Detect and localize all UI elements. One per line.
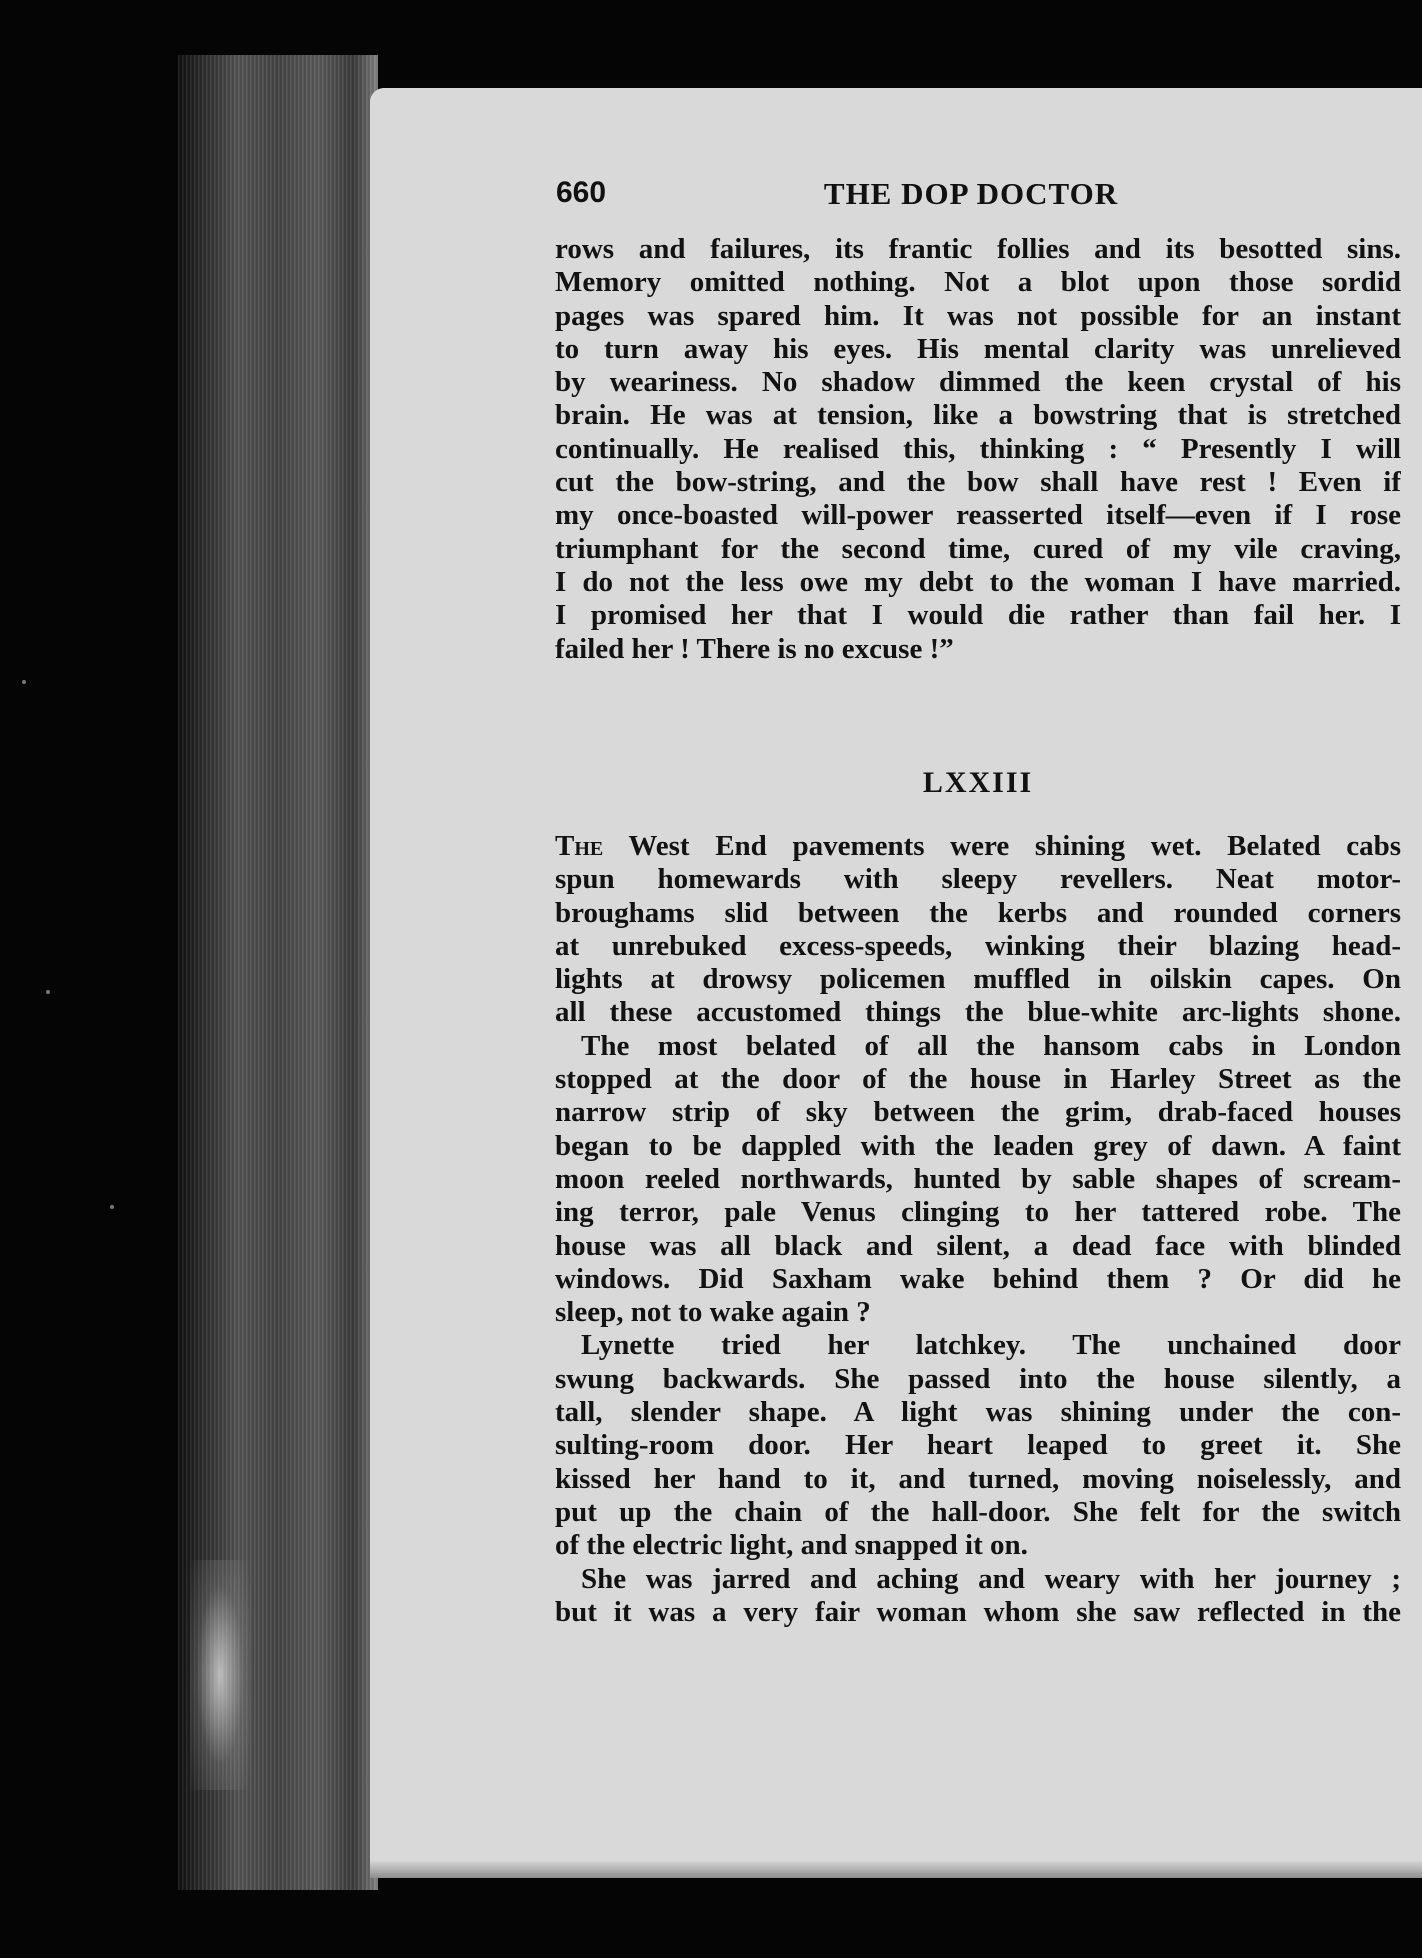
dust-speck — [110, 1205, 114, 1209]
page-number: 660 — [556, 176, 607, 209]
running-title: THE DOP DOCTOR — [823, 176, 1119, 211]
text-line: tall, slender shape. A light was shining under the con- — [555, 1396, 1401, 1429]
text-line: windows. Did Saxham wake behind them ? Or did he — [555, 1262, 1401, 1295]
text-line: stopped at the door of the house in Harley Street as the — [555, 1063, 1401, 1096]
text-line: ing terror, pale Venus clinging to her tattered robe. The — [555, 1196, 1401, 1229]
text-line: but it was a very fair woman whom she saw reflected in the — [555, 1595, 1401, 1628]
paragraph-continued — [555, 233, 1401, 666]
dust-speck — [46, 990, 50, 994]
text-fragment: West End pavements were shining wet. Belated cabs — [603, 830, 1401, 862]
text-line: I do not the less owe my debt to the woman I have married. — [555, 565, 1401, 598]
text-line: swung backwards. She passed into the house silently, a — [555, 1362, 1401, 1395]
text-line: Lynette tried her latchkey. The unchained door — [581, 1329, 1401, 1362]
text-line: sleep, not to wake again ? — [555, 1296, 871, 1329]
text-line: began to be dappled with the leaden grey of dawn. A faint — [555, 1129, 1401, 1162]
chapter-body — [555, 830, 1401, 1629]
running-head — [556, 176, 1386, 222]
light-glare — [190, 1560, 250, 1790]
text-line: triumphant for the second time, cured of my vile craving, — [555, 532, 1401, 565]
text-line: The most belated of all the hansom cabs in London — [581, 1029, 1401, 1062]
text-line: to turn away his eyes. His mental clarity was unrelieved — [555, 332, 1401, 365]
text-line: continually. He realised this, thinking : “ Presently I will — [555, 432, 1401, 465]
chapter-heading: LXXIII — [922, 766, 1034, 799]
text-line: by weariness. No shadow dimmed the keen crystal of his — [555, 366, 1401, 399]
text-line: sulting-room door. Her heart leaped to greet it. She — [555, 1429, 1401, 1462]
text-line: kissed her hand to it, and turned, moving noiselessly, and — [555, 1462, 1401, 1495]
text-line: Memory omitted nothing. Not a blot upon those sordid — [555, 266, 1401, 299]
text-line-first — [555, 830, 1401, 863]
drop-word: The — [555, 830, 604, 862]
text-line: narrow strip of sky between the grim, drab-faced houses — [555, 1096, 1401, 1129]
text-line: of the electric light, and snapped it on. — [555, 1529, 1028, 1562]
text-line: at unrebuked excess-speeds, winking their blazing head- — [555, 929, 1401, 962]
text-line: She was jarred and aching and weary with her journey ; — [581, 1562, 1401, 1595]
text-line: put up the chain of the hall-door. She felt for the switch — [555, 1495, 1401, 1528]
text-line: pages was spared him. It was not possible for an instant — [555, 299, 1401, 332]
text-line: broughams slid between the kerbs and rounded corners — [555, 896, 1401, 929]
text-line: house was all black and silent, a dead face with blinded — [555, 1229, 1401, 1262]
text-line: rows and failures, its frantic follies and its besotted sins. — [555, 233, 1401, 265]
dust-speck — [22, 680, 26, 684]
text-line: lights at drowsy policemen muffled in oilskin capes. On — [555, 963, 1401, 996]
page-bottom-shadow — [370, 1860, 1422, 1878]
text-line: failed her ! There is no excuse !” — [555, 632, 954, 665]
text-line: my once-boasted will-power reasserted itself—even if I rose — [555, 499, 1401, 532]
text-line: cut the bow-string, and the bow shall have rest ! Even if — [555, 466, 1401, 499]
text-line: brain. He was at tension, like a bowstring that is stretched — [555, 399, 1401, 432]
text-line: spun homewards with sleepy revellers. Neat motor- — [555, 863, 1401, 896]
text-line: all these accustomed things the blue-white arc-lights shone. — [555, 996, 1401, 1029]
text-line: moon reeled northwards, hunted by sable shapes of scream- — [555, 1162, 1401, 1195]
text-line: I promised her that I would die rather than fail her. I — [555, 599, 1401, 632]
